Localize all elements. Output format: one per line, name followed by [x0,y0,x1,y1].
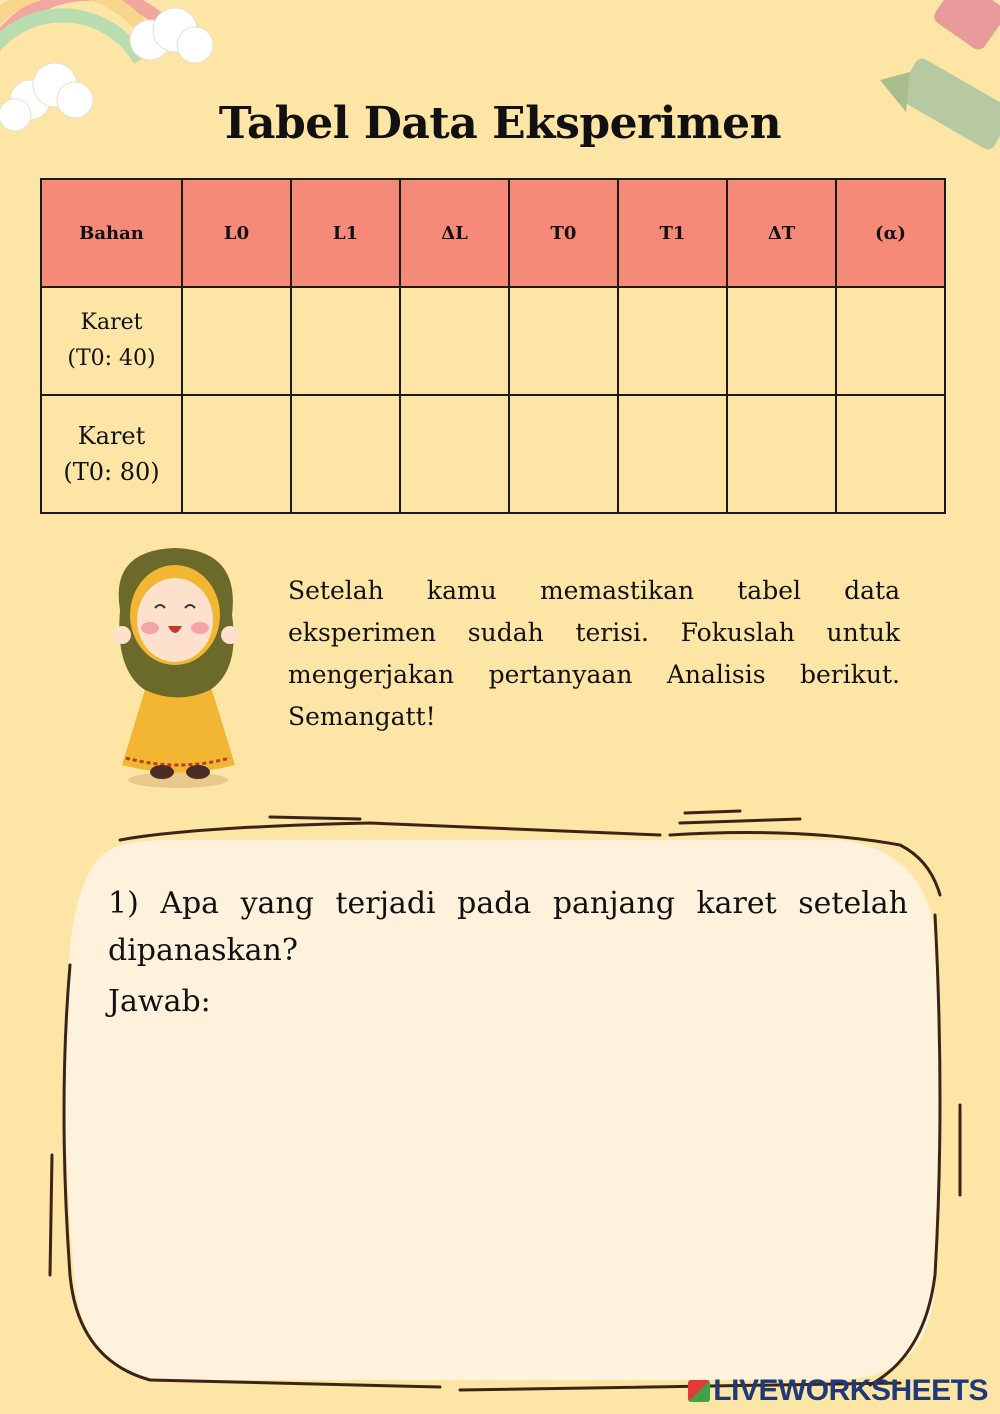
table-row [41,395,945,513]
header-alpha: (α) [836,179,945,287]
input-cell-delta-t[interactable] [727,395,836,513]
material-condition: (T0: 80) [63,458,160,486]
header-bahan: Bahan [41,179,182,287]
material-cell [41,287,182,395]
input-cell-t0[interactable] [509,287,618,395]
material-condition: (T0: 40) [67,346,156,371]
watermark-text: LIVEWORKSHEETS [713,1374,988,1407]
header-t0: T0 [509,179,618,287]
input-cell-alpha[interactable] [836,287,945,395]
header-l0: L0 [182,179,291,287]
input-cell-l0[interactable] [182,395,291,513]
input-cell-l0[interactable] [182,287,291,395]
input-cell-delta-l[interactable] [400,395,509,513]
instruction-text: Setelah kamu memastikan tabel data eksperimen sudah terisi. Fokuslah untuk mengerjakan pertanyaan Analisis berikut. Semangatt! [288,576,900,731]
liveworksheets-logo-icon [688,1380,710,1402]
input-cell-t1[interactable] [618,287,727,395]
input-cell-t1[interactable] [618,395,727,513]
material-name: Karet [80,310,143,335]
header-t1: T1 [618,179,727,287]
header-l1: L1 [291,179,400,287]
crayons-icon [870,0,1000,180]
input-cell-delta-l[interactable] [400,287,509,395]
input-cell-l1[interactable] [291,287,400,395]
experiment-data-table [40,178,946,514]
question-text: 1) Apa yang terjadi pada panjang karet setelah dipanaskan? [108,886,908,968]
input-cell-delta-t[interactable] [727,287,836,395]
input-cell-l1[interactable] [291,395,400,513]
material-name: Karet [77,422,146,450]
table-row [41,287,945,395]
table-header-row [41,179,945,287]
material-cell [41,395,182,513]
page-title: Tabel Data Eksperimen [218,98,782,149]
liveworksheets-watermark [688,1374,988,1408]
header-delta-t: ΔT [727,179,836,287]
answer-label: Jawab: [108,984,211,1019]
input-cell-t0[interactable] [509,395,618,513]
header-delta-l: ΔL [400,179,509,287]
girl-illustration [100,540,260,790]
input-cell-alpha[interactable] [836,395,945,513]
